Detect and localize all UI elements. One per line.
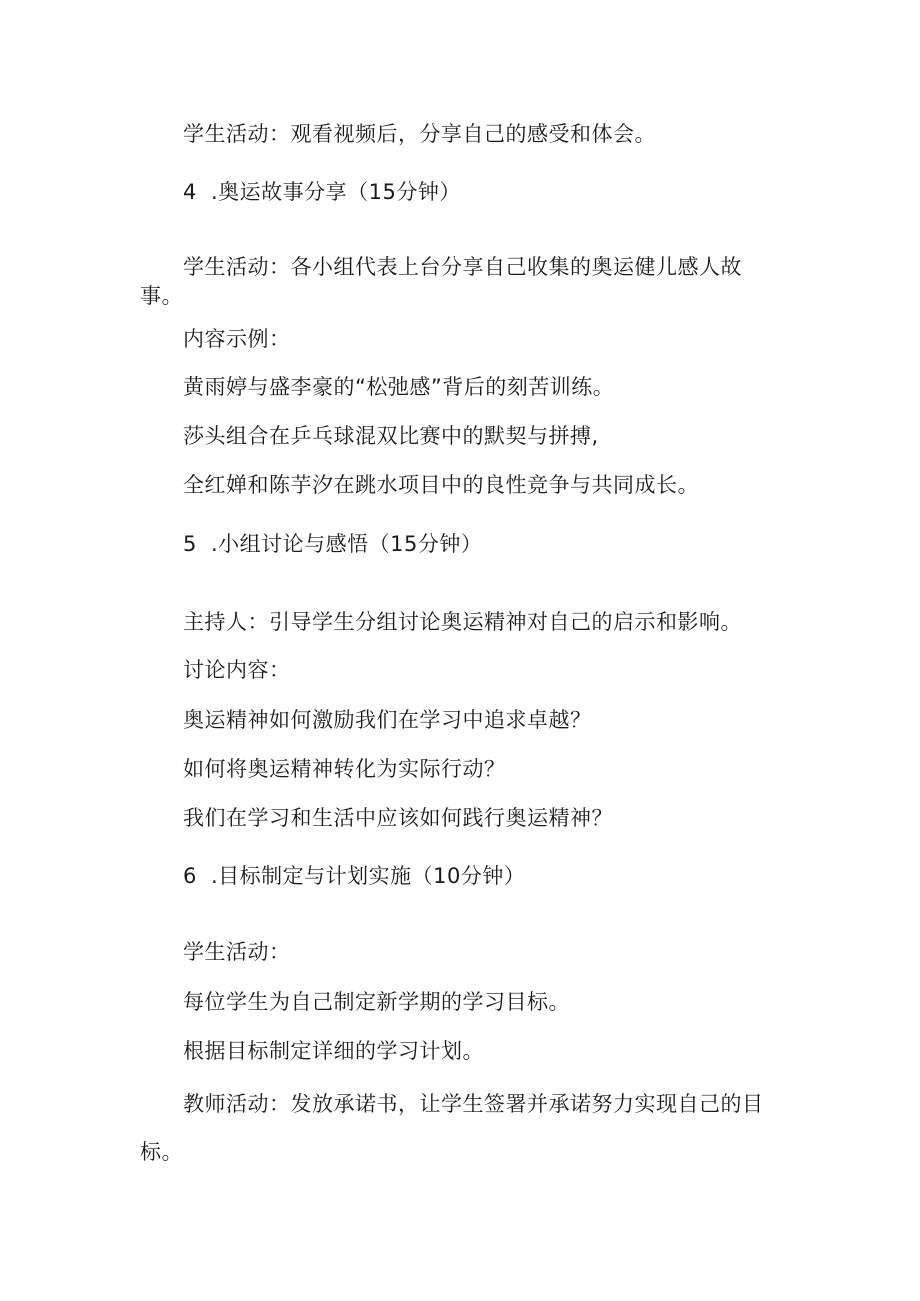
paragraph: 主持人：引导学生分组讨论奥运精神对自己的启示和影响。 (183, 610, 742, 634)
section-number: 4 (183, 180, 197, 204)
paragraph: 我们在学习和生活中应该如何践行奥运精神？ (183, 806, 613, 830)
paragraph: 全红婵和陈芋汐在跳水项目中的良性竞争与共同成长。 (183, 473, 699, 497)
paragraph: 讨论内容： (183, 658, 291, 682)
section-heading-4 (183, 178, 461, 206)
paragraph: 每位学生为自己制定新学期的学习目标。 (183, 990, 570, 1014)
section-number: 5 (183, 532, 197, 556)
section-title: .目标制定与计划实施（10分钟） (211, 864, 526, 888)
paragraph: 教师活动：发放承诺书，让学生签署并承诺努力实现自己的目 (183, 1092, 764, 1116)
paragraph: 根据目标制定详细的学习计划。 (183, 1039, 484, 1063)
paragraph: 黄雨婷与盛李豪的“松弛感”背后的刻苦训练。 (183, 375, 615, 399)
paragraph: 学生活动： (183, 940, 291, 964)
paragraph: 学生活动：观看视频后，分享自己的感受和体会。 (183, 122, 656, 146)
paragraph: 莎头组合在乒乓球混双比赛中的默契与拼搏, (183, 424, 599, 448)
paragraph: 奥运精神如何激励我们在学习中追求卓越？ (183, 708, 592, 732)
section-number: 6 (183, 864, 197, 888)
paragraph: 内容示例： (183, 327, 291, 351)
paragraph-continuation: 标。 (140, 1140, 183, 1164)
paragraph: 如何将奥运精神转化为实际行动？ (183, 757, 506, 781)
section-title: .奥运故事分享（15分钟） (211, 180, 461, 204)
section-title: .小组讨论与感悟（15分钟） (211, 532, 483, 556)
paragraph: 学生活动：各小组代表上台分享自己收集的奥运健儿感人故 (183, 255, 742, 279)
section-heading-6 (183, 862, 525, 890)
paragraph-continuation: 事。 (140, 284, 183, 308)
section-heading-5 (183, 530, 482, 558)
